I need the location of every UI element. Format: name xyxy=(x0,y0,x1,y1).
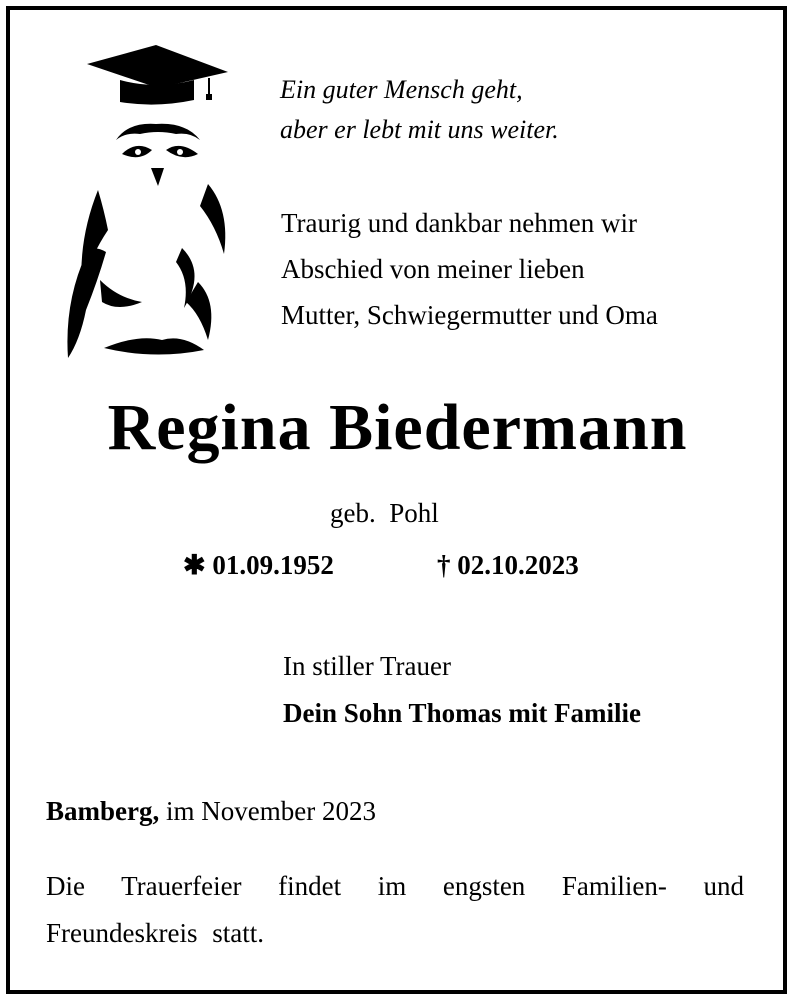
deceased-name: Regina Biedermann xyxy=(107,391,688,464)
maiden-name-line xyxy=(330,490,439,537)
intro-line-1: Traurig und dankbar nehmen wir xyxy=(281,208,637,238)
place-date-line xyxy=(46,788,376,835)
death-date-line xyxy=(437,542,579,589)
birth-star-icon: ✱ xyxy=(183,550,206,580)
intro-line-2: Abschied von meiner lieben xyxy=(281,254,585,284)
intro-line-3: Mutter, Schwiegermutter und Oma xyxy=(281,300,658,330)
mourners-family: Dein Sohn Thomas mit Familie xyxy=(283,698,642,728)
quote-line-1: Ein guter Mensch geht, xyxy=(280,75,523,104)
maiden-name: Pohl xyxy=(389,498,439,528)
quote-line-2: aber er lebt mit uns weiter. xyxy=(280,115,559,144)
death-date: 02.10.2023 xyxy=(457,550,579,580)
mourning-line: In stiller Trauer xyxy=(283,651,451,681)
maiden-prefix: geb. xyxy=(330,498,376,528)
owl-with-graduation-cap-icon xyxy=(58,40,234,362)
birth-date: 01.09.1952 xyxy=(212,550,334,580)
death-cross-icon: † xyxy=(437,550,451,580)
ceremony-notice: Die Trauerfeier findet im engsten Familien- und Freundeskreis statt. xyxy=(46,871,744,948)
place: Bamberg, xyxy=(46,796,160,826)
date: im November 2023 xyxy=(165,796,376,826)
birth-date-line xyxy=(183,542,334,589)
